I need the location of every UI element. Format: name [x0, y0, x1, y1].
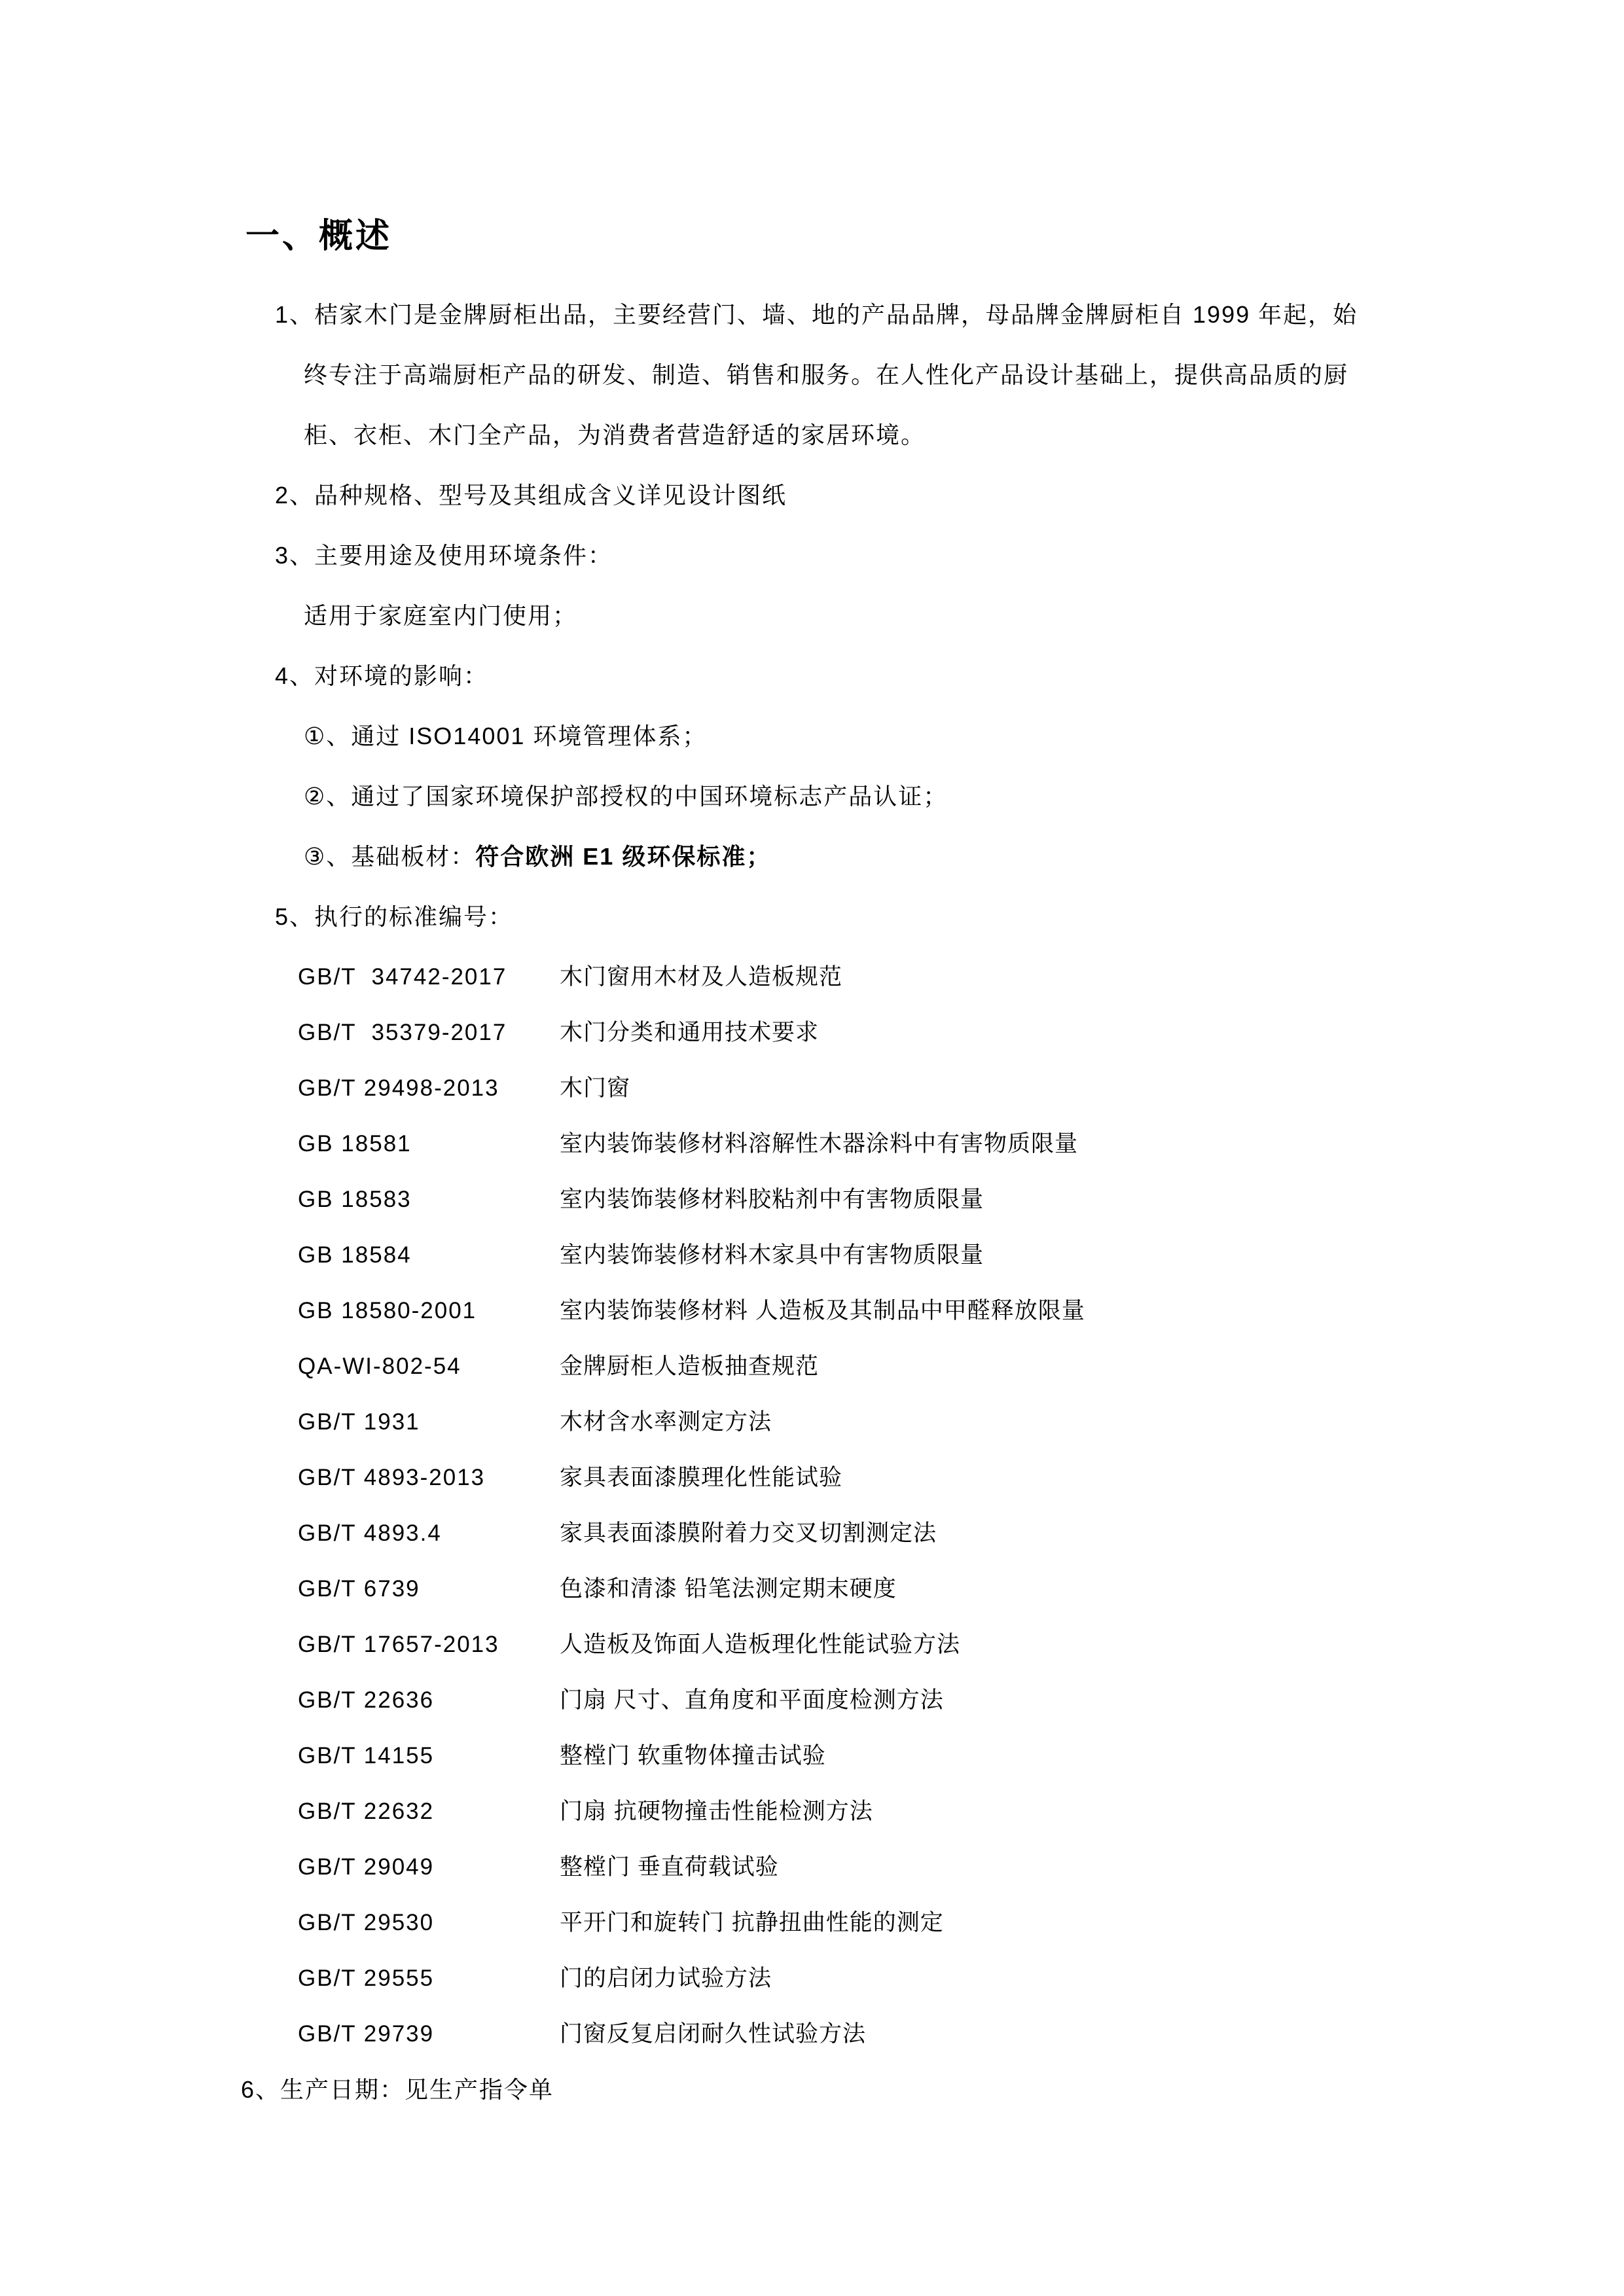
standard-desc: 木材含水率测定方法: [560, 1409, 772, 1435]
standard-code: GB/T 29555: [298, 1965, 435, 1991]
standard-code: QA-WI-802-54: [298, 1354, 461, 1379]
standard-code: GB/T 22636: [298, 1687, 435, 1713]
item-5-number: 5、: [275, 903, 315, 930]
standard-code: GB/T 22632: [298, 1799, 435, 1824]
standard-row-17: [298, 1852, 1624, 1882]
standard-code: GB/T 14155: [298, 1743, 435, 1768]
standard-code: GB/T 6739: [298, 1576, 420, 1602]
standard-desc: 金牌厨柜人造板抽查规范: [560, 1354, 820, 1379]
standard-desc: 木门窗: [560, 1075, 631, 1101]
standard-row-12: [298, 1574, 1624, 1604]
item-4-text: 对环境的影响：: [314, 662, 489, 689]
item-4-sub-3-bold-text: 符合欧洲 E1 级环保标准；: [475, 843, 772, 870]
standard-row-4: [298, 1129, 1624, 1158]
standard-desc: 色漆和清漆 铅笔法测定期末硬度: [560, 1576, 897, 1602]
standard-desc: 家具表面漆膜附着力交叉切割测定法: [560, 1520, 937, 1546]
item-4: [275, 661, 1624, 691]
standard-desc: 室内装饰装修材料溶解性木器涂料中有害物质限量: [560, 1131, 1079, 1157]
item-1-line-1: [275, 300, 1624, 330]
standard-code: GB/T 29498-2013: [298, 1075, 499, 1101]
standard-row-14: [298, 1685, 1624, 1715]
item-4-sub-3-label: 基础板材：: [351, 843, 476, 870]
item-1-line-3: [304, 420, 1624, 450]
standard-code: GB/T 35379-2017: [298, 1020, 507, 1045]
item-4-sub-1-number: ①、: [304, 723, 352, 749]
standard-code: GB/T 1931: [298, 1409, 420, 1435]
item-4-sub-3: [304, 842, 1624, 872]
standard-desc: 室内装饰装修材料 人造板及其制品中甲醛释放限量: [560, 1298, 1085, 1323]
standard-row-16: [298, 1797, 1624, 1826]
item-4-sub-3-number: ③、: [304, 843, 352, 870]
standard-desc: 整樘门 垂直荷载试验: [560, 1854, 779, 1880]
item-4-sub-1: [304, 721, 1624, 751]
standard-row-5: [298, 1185, 1624, 1214]
standard-row-15: [298, 1741, 1624, 1770]
item-1-text-2: 终专注于高端厨柜产品的研发、制造、销售和服务。在人性化产品设计基础上，提供高品质的厨: [304, 361, 1349, 388]
item-2: [275, 480, 1624, 511]
standard-desc: 门扇 抗硬物撞击性能检测方法: [560, 1799, 873, 1824]
standard-row-2: [298, 1018, 1624, 1047]
standard-row-11: [298, 1518, 1624, 1548]
standard-row-7: [298, 1296, 1624, 1325]
item-6: [241, 2075, 1624, 2105]
standard-code: GB/T 4893.4: [298, 1520, 442, 1546]
standard-row-6: [298, 1240, 1624, 1270]
standard-code: GB/T 17657-2013: [298, 1632, 499, 1657]
item-4-sub-2-text: 通过了国家环境保护部授权的中国环境标志产品认证；: [351, 783, 948, 810]
item-3-text: 主要用途及使用环境条件：: [314, 542, 613, 569]
standard-desc: 整樘门 软重物体撞击试验: [560, 1743, 826, 1768]
standard-desc: 木门分类和通用技术要求: [560, 1020, 820, 1045]
standard-code: GB/T 29739: [298, 2021, 435, 2047]
standard-desc: 人造板及饰面人造板理化性能试验方法: [560, 1632, 961, 1657]
standard-code: GB/T 4893-2013: [298, 1465, 486, 1490]
item-5-text: 执行的标准编号：: [314, 903, 514, 930]
item-1-text-1: 桔家木门是金牌厨柜出品，主要经营门、墙、地的产品品牌，母品牌金牌厨柜自 1999 年起，始: [314, 301, 1358, 328]
standard-desc: 门的启闭力试验方法: [560, 1965, 772, 1991]
item-2-number: 2、: [275, 482, 315, 509]
standard-code: GB/T 29530: [298, 1910, 435, 1935]
item-4-sub-2-number: ②、: [304, 783, 352, 810]
item-2-text: 品种规格、型号及其组成含义详见设计图纸: [314, 482, 787, 509]
standard-row-19: [298, 1964, 1624, 1993]
standard-row-20: [298, 2019, 1624, 2049]
standard-code: GB 18580-2001: [298, 1298, 477, 1323]
section-heading: 一、概述: [245, 217, 393, 255]
standard-desc: 门窗反复启闭耐久性试验方法: [560, 2021, 867, 2047]
item-3-number: 3、: [275, 542, 315, 569]
item-3-sub: [304, 601, 1624, 631]
standard-desc: 平开门和旋转门 抗静扭曲性能的测定: [560, 1910, 944, 1935]
standard-code: GB/T 29049: [298, 1854, 435, 1880]
standard-code: GB 18584: [298, 1242, 412, 1268]
standard-row-9: [298, 1407, 1624, 1437]
standard-desc: 木门窗用木材及人造板规范: [560, 964, 843, 990]
item-6-number: 6、: [241, 2076, 281, 2103]
standard-row-18: [298, 1908, 1624, 1937]
standard-code: GB 18581: [298, 1131, 412, 1157]
standard-row-8: [298, 1352, 1624, 1381]
standard-code: GB/T 34742-2017: [298, 964, 507, 990]
item-4-number: 4、: [275, 662, 315, 689]
item-4-sub-1-text: 通过 ISO14001 环境管理体系；: [351, 723, 708, 749]
standard-desc: 室内装饰装修材料木家具中有害物质限量: [560, 1242, 984, 1268]
standard-row-3: [298, 1073, 1624, 1103]
item-1-line-2: [304, 360, 1624, 390]
standard-row-10: [298, 1463, 1624, 1492]
item-4-sub-2: [304, 781, 1624, 812]
standard-code: GB 18583: [298, 1187, 412, 1212]
item-5: [275, 902, 1624, 932]
item-1-text-3: 柜、衣柜、木门全产品，为消费者营造舒适的家居环境。: [304, 422, 926, 448]
item-3: [275, 541, 1624, 571]
standard-desc: 门扇 尺寸、直角度和平面度检测方法: [560, 1687, 944, 1713]
item-3-sub-text: 适用于家庭室内门使用；: [304, 602, 578, 629]
standard-row-1: [298, 962, 1624, 992]
standard-row-13: [298, 1630, 1624, 1659]
standard-desc: 室内装饰装修材料胶粘剂中有害物质限量: [560, 1187, 984, 1212]
item-6-text: 生产日期：见生产指令单: [280, 2076, 554, 2103]
item-1-number: 1、: [275, 301, 315, 328]
standard-desc: 家具表面漆膜理化性能试验: [560, 1465, 843, 1490]
